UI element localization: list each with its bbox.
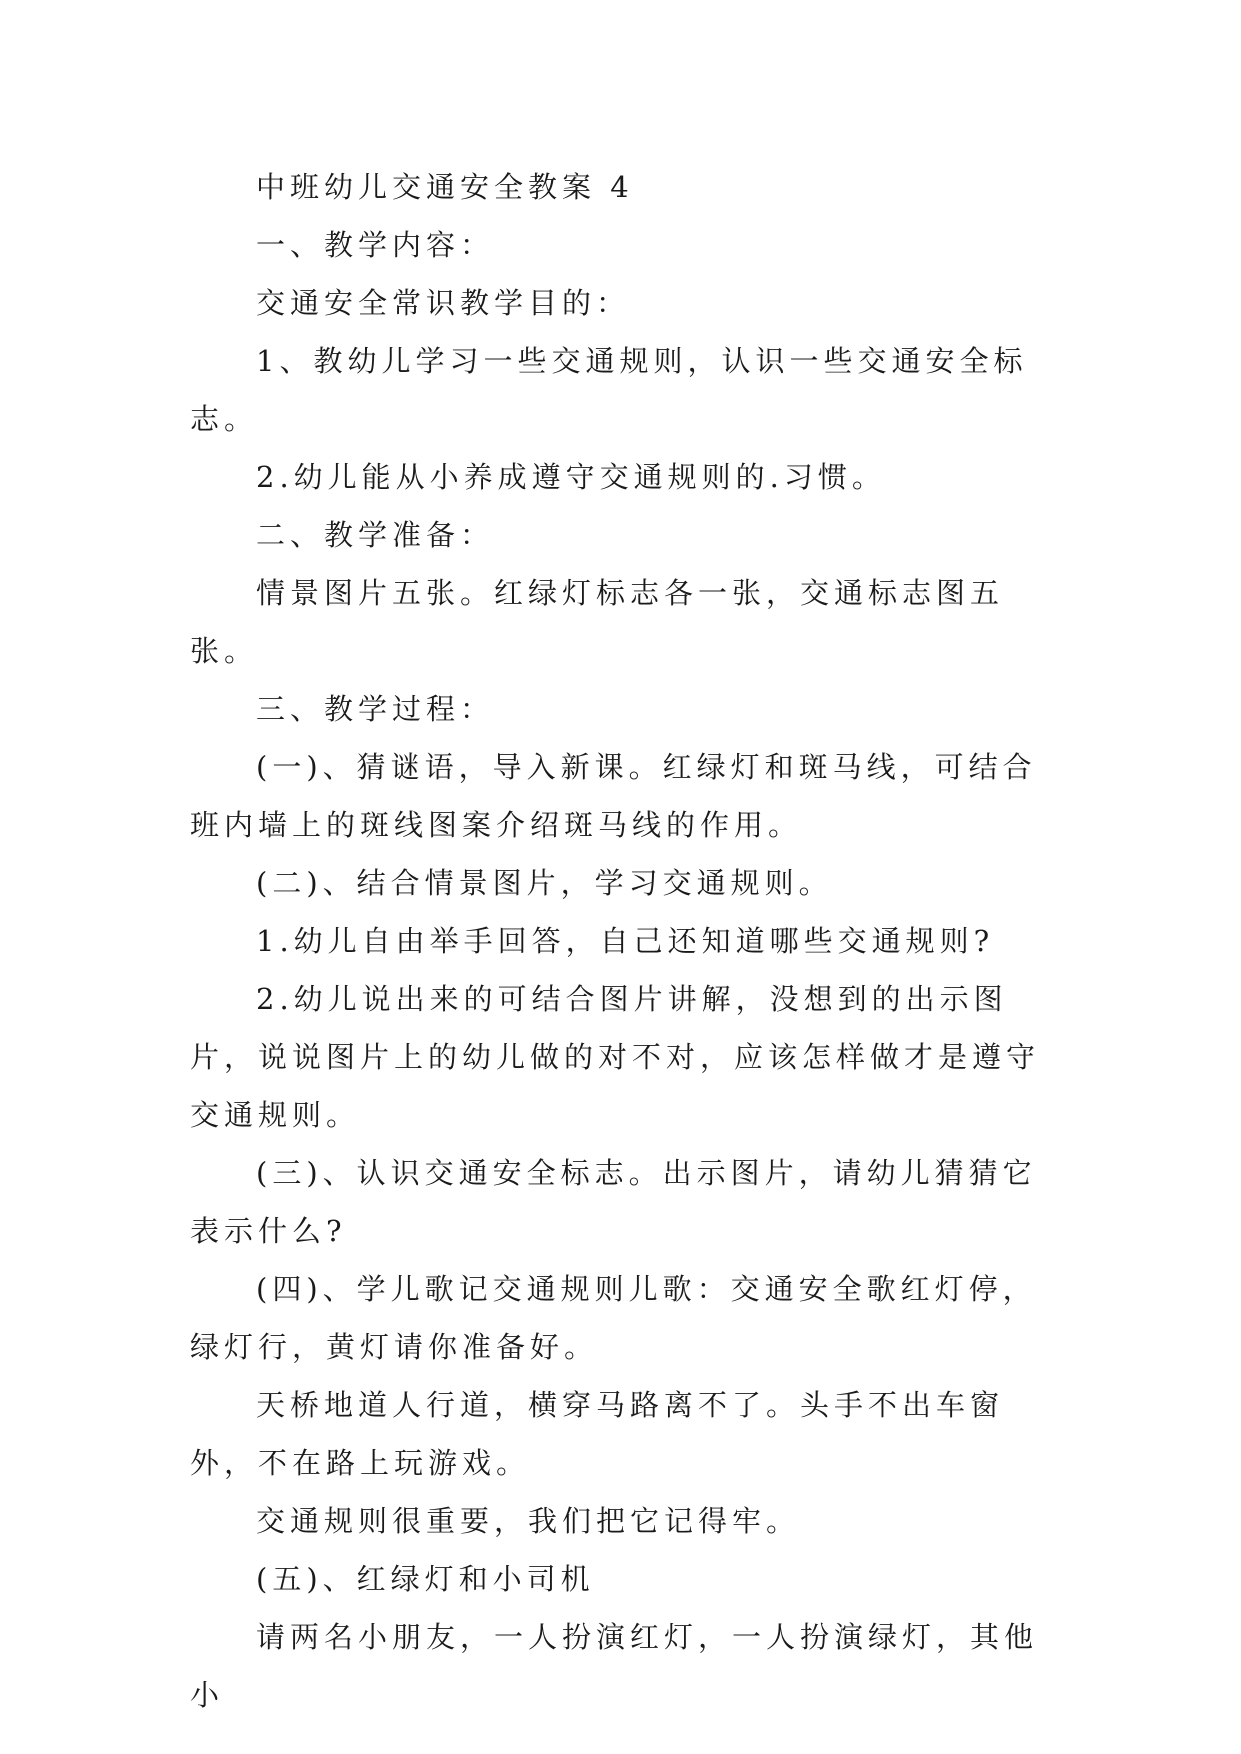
paragraph: (三)、认识交通安全标志。出示图片，请幼儿猜猜它表示什么? (190, 1156, 1037, 1248)
paragraph: 交通规则很重要，我们把它记得牢。 (256, 1504, 801, 1538)
paragraph: 交通安全常识教学目的： (256, 286, 631, 320)
document-title: 中班幼儿交通安全教案 4 (256, 170, 634, 204)
paragraph: 2.幼儿说出来的可结合图片讲解，没想到的出示图片，说说图片上的幼儿做的对不对，应该怎样做才是遵守交通规则。 (190, 982, 1041, 1132)
paragraph: 情景图片五张。红绿灯标志各一张，交通标志图五张。 (190, 576, 1005, 668)
paragraph: 三、教学过程： (256, 692, 495, 726)
paragraph: 二、教学准备： (256, 518, 495, 552)
paragraph: (四)、学儿歌记交通规则儿歌：交通安全歌红灯停，绿灯行，黄灯请你准备好。 (190, 1272, 1037, 1364)
document-body (190, 158, 1060, 1724)
paragraph: 天桥地道人行道，横穿马路离不了。头手不出车窗外，不在路上玩游戏。 (190, 1388, 1005, 1480)
paragraph: (一)、猜谜语，导入新课。红绿灯和斑马线，可结合班内墙上的斑线图案介绍斑马线的作用。 (190, 750, 1037, 842)
paragraph: (五)、红绿灯和小司机 (256, 1562, 595, 1596)
paragraph: 1、教幼儿学习一些交通规则，认识一些交通安全标志。 (190, 344, 1028, 436)
paragraph: 请两名小朋友，一人扮演红灯，一人扮演绿灯，其他小 (190, 1620, 1039, 1712)
paragraph: 一、教学内容： (256, 228, 495, 262)
paragraph: 1.幼儿自由举手回答，自己还知道哪些交通规则? (256, 924, 995, 958)
paragraph: (二)、结合情景图片，学习交通规则。 (256, 866, 833, 900)
paragraph: 2.幼儿能从小养成遵守交通规则的.习惯。 (256, 460, 886, 494)
